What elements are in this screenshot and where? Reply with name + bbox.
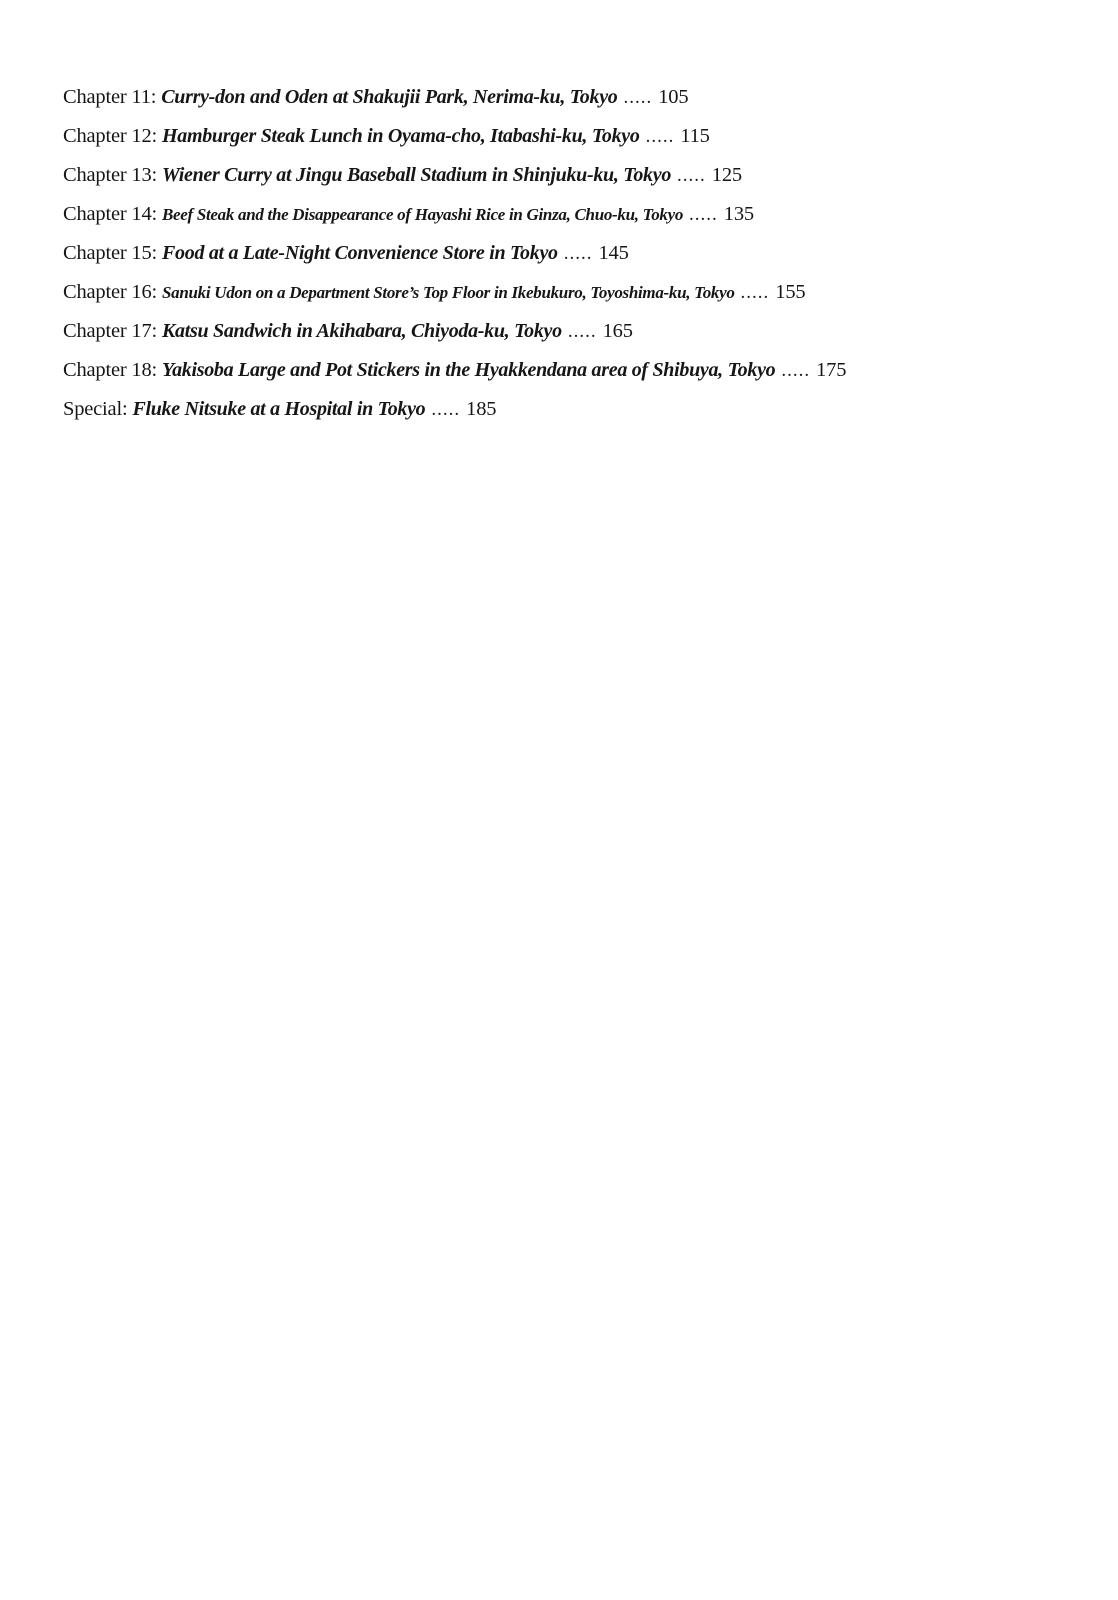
page-number: 175	[816, 359, 847, 381]
dots-separator: .....	[740, 282, 770, 303]
dots-separator: .....	[677, 165, 706, 186]
dots-separator: .....	[689, 204, 718, 225]
chapter-title: Wiener Curry at Jingu Baseball Stadium in Shinjuku-ku, Tokyo	[162, 164, 672, 186]
chapter-label: Chapter 17:	[63, 320, 158, 342]
toc-entry	[63, 195, 1098, 234]
chapter-label: Special:	[63, 398, 128, 420]
chapter-title: Food at a Late-Night Convenience Store in Tokyo	[162, 242, 558, 264]
toc-entry	[63, 390, 1098, 429]
chapter-title: Curry-don and Oden at Shakujii Park, Nerima-ku, Tokyo	[161, 86, 618, 108]
chapter-label: Chapter 11:	[63, 86, 157, 108]
toc-page	[0, 0, 1118, 429]
toc-entry	[63, 156, 1098, 195]
dots-separator: .....	[623, 87, 653, 108]
chapter-label: Chapter 15:	[63, 242, 158, 264]
toc-entry	[63, 351, 1098, 390]
chapter-title: Sanuki Udon on a Department Store’s Top Floor in Ikebukuro, Toyoshima-ku, Tokyo	[162, 283, 735, 302]
toc-entry	[63, 312, 1098, 351]
chapter-label: Chapter 12:	[63, 125, 158, 147]
dots-separator: .....	[645, 126, 675, 147]
chapter-label: Chapter 13:	[63, 164, 158, 186]
chapter-label: Chapter 16:	[63, 281, 158, 303]
page-number: 125	[711, 164, 742, 186]
chapter-title: Hamburger Steak Lunch in Oyama-cho, Itabashi-ku, Tokyo	[162, 125, 640, 147]
toc-entry	[63, 234, 1098, 273]
page-number: 135	[723, 203, 754, 225]
toc-entry	[63, 273, 1098, 312]
chapter-title: Katsu Sandwich in Akihabara, Chiyoda-ku, Tokyo	[162, 320, 562, 342]
dots-separator: .....	[431, 399, 461, 420]
chapter-label: Chapter 14:	[63, 203, 158, 225]
page-number: 115	[680, 125, 710, 147]
page-number: 155	[775, 281, 806, 303]
chapter-title: Beef Steak and the Disappearance of Hayashi Rice in Ginza, Chuo-ku, Tokyo	[162, 205, 684, 224]
page-number: 165	[602, 320, 633, 342]
toc-entry	[63, 117, 1098, 156]
page-number: 105	[658, 86, 689, 108]
chapter-title: Yakisoba Large and Pot Stickers in the Hyakkendana area of Shibuya, Tokyo	[162, 359, 776, 381]
page-number: 145	[598, 242, 629, 264]
dots-separator: .....	[563, 243, 593, 264]
chapter-title: Fluke Nitsuke at a Hospital in Tokyo	[132, 398, 426, 420]
page-number: 185	[466, 398, 497, 420]
chapter-label: Chapter 18:	[63, 359, 158, 381]
dots-separator: .....	[781, 360, 811, 381]
toc-list	[63, 78, 1098, 429]
dots-separator: .....	[567, 321, 597, 342]
toc-entry	[63, 78, 1098, 117]
